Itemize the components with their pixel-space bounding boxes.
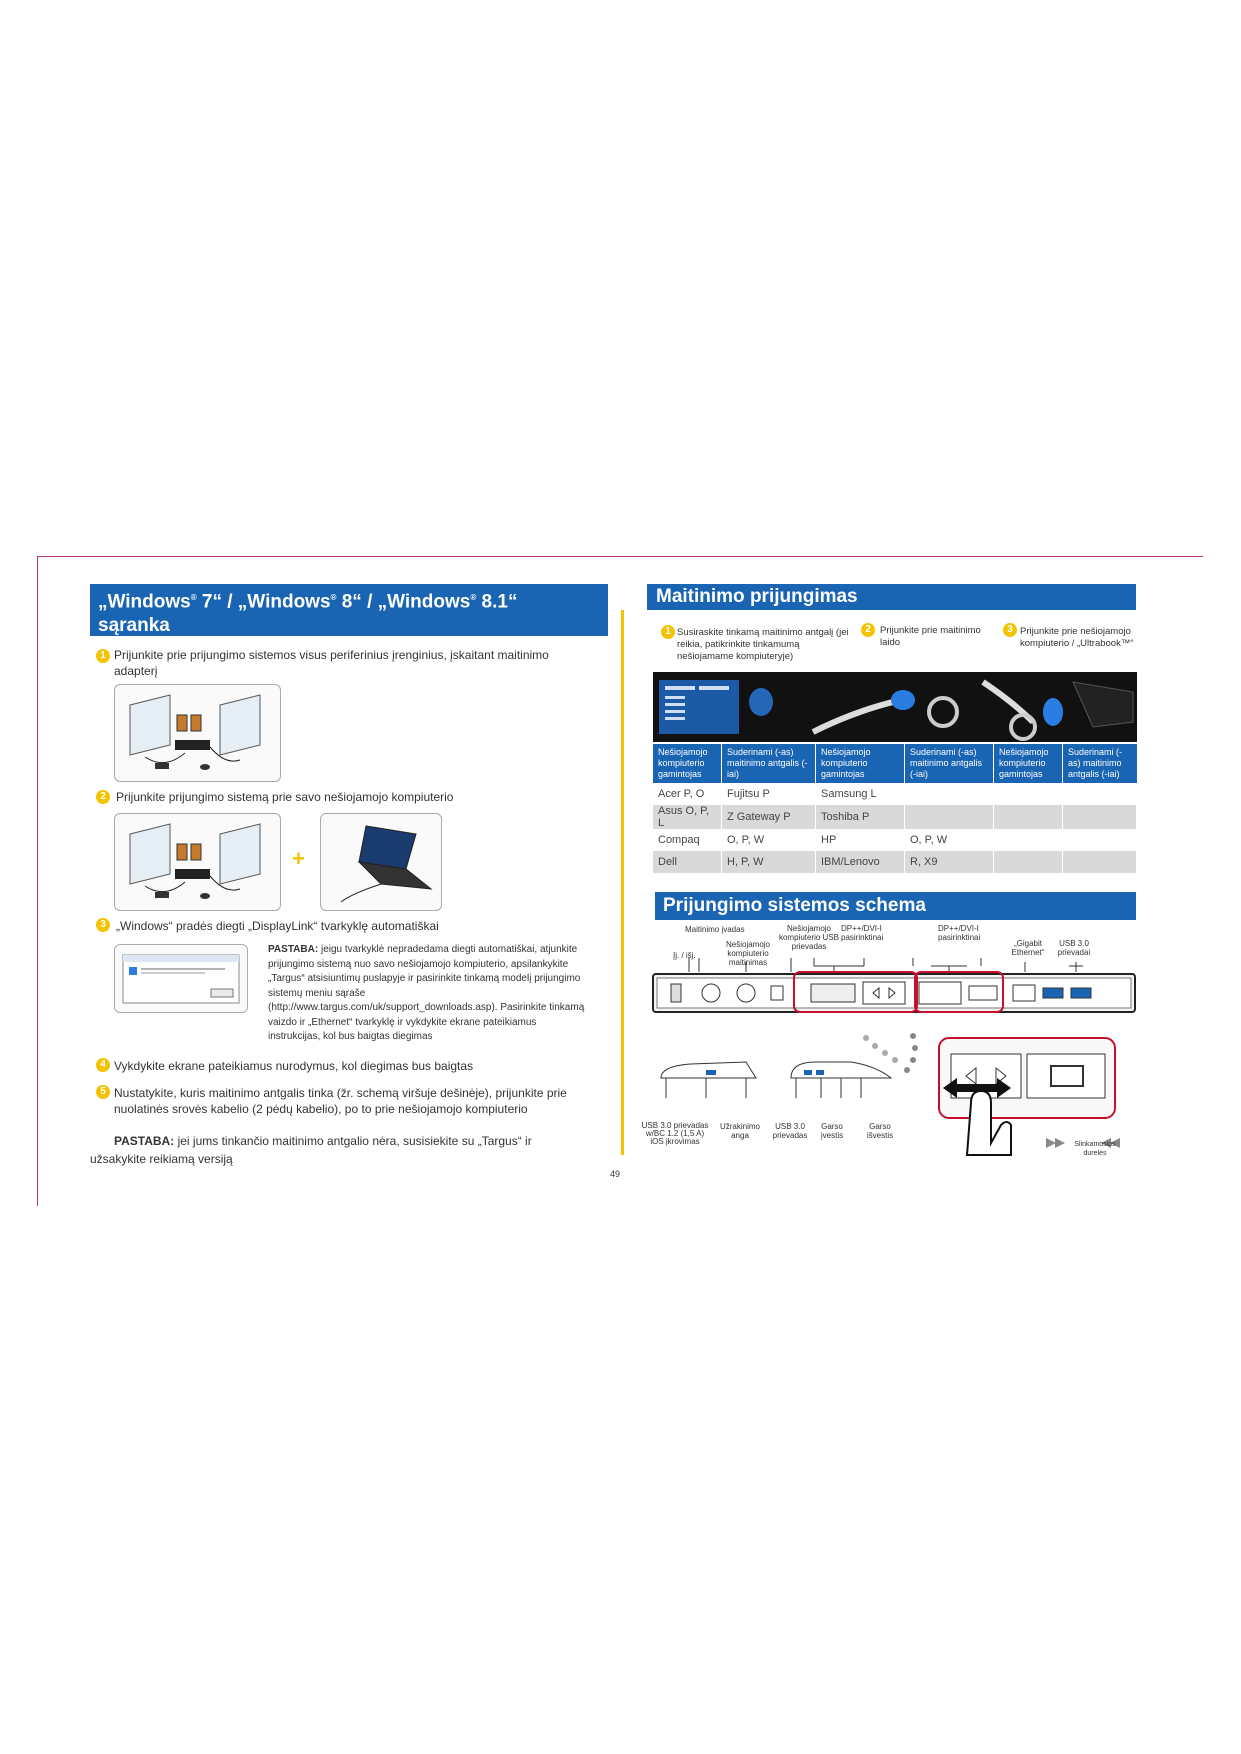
plus-sign: + — [292, 846, 305, 871]
power-step-1-text: Susiraskite tinkamą maitinimo antgalį (jei reikia, patikrinkite tinkamumą nešiojamame kompiuteryje) — [677, 627, 849, 662]
label-usb-charging: USB 3.0 prievadas w/BC 1.2 (1,5 A) iOS įkrovimas — [641, 1121, 709, 1146]
step-5-text: Nustatykite, kuris maitinimo antgalis tinka (žr. schemą viršuje dešinėje), prijunkite prie nuolatinės srovės kabelio (2 pėdų kabelio), po to prie nešiojamojo kompiuterio — [114, 1086, 567, 1116]
table-cell: O, P, W — [722, 829, 816, 851]
note-1-text: jeigu tvarkyklė nepradedama diegti automatiškai, atjunkite prijungimo sistemą nuo savo nešiojamojo kompiuterio, apsilankykite „Targus“ atsisiuntimų puslapyje ir pasirinkite tinkamą modelį prijungimo sistemų meniu sąraše (http://www.targus.com/uk/support_downloads.asp). Pasirinkite tinkamą vaizdo ir „Ethernet“ tvarkyklę ir vykdykite ekrane pateikiamus instrukcijas, kol bus baigtas diegimas — [268, 944, 585, 1042]
dock-monitors-illustration — [114, 684, 281, 782]
table-row — [653, 805, 1137, 829]
step-3-text: „Windows“ pradės diegti „DisplayLink“ tvarkyklę automatiškai — [116, 919, 439, 933]
page-number: 49 — [610, 1169, 621, 1179]
label-lock: Užrakinimo anga — [719, 1122, 760, 1140]
table-cell — [994, 829, 1063, 851]
driver-dialog-screenshot — [114, 944, 248, 1013]
step-2-text: Prijunkite prijungimo sistemą prie savo nešiojamojo kompiuterio — [116, 790, 454, 804]
laptop-illustration — [320, 813, 442, 911]
label-audio-in: Garso įvestis — [820, 1122, 844, 1140]
step-4-text: Vykdykite ekrane pateikiamus nurodymus, kol diegimas bus baigtas — [114, 1059, 474, 1073]
table-cell: HP — [816, 829, 905, 851]
label-on-off: Įj. / išj. — [673, 951, 696, 960]
step-2-icon: 2 — [96, 790, 110, 804]
power-tip-table — [653, 744, 1137, 873]
table-cell — [1063, 805, 1137, 829]
label-gigabit: „Gigabit Ethernet“ — [1011, 939, 1045, 957]
dock-monitors-illustration-2 — [114, 813, 281, 911]
table-cell: Z Gateway P — [722, 805, 816, 829]
table-cell: Fujitsu P — [722, 783, 816, 805]
table-header: Suderinami (-as) maitinimo antgalis (-iai) — [722, 744, 816, 783]
table-cell: Asus O, P, L — [653, 805, 722, 829]
power-section-title: Maitinimo prijungimas — [647, 584, 1136, 610]
table-header: Nešiojamojo kompiuterio gamintojas — [994, 744, 1063, 783]
label-dp-dvi-2: DP++/DVI-I pasirinktinai — [938, 924, 981, 942]
power-step-3-text: Prijunkite prie nešiojamojo kompiuterio / „Ultrabook™“ — [1020, 626, 1134, 649]
table-cell: H, P, W — [722, 851, 816, 873]
table-cell — [994, 851, 1063, 873]
table-cell: O, P, W — [905, 829, 994, 851]
step-4-icon: 4 — [96, 1058, 110, 1072]
power-step-1-icon: 1 — [661, 625, 675, 639]
label-dp-dvi-1: DP++/DVI-I pasirinktinai — [841, 924, 884, 942]
table-cell: Samsung L — [816, 783, 905, 805]
table-header-row — [653, 744, 1137, 783]
table-header: Suderinami (-as) maitinimo antgalis (-iai) — [1063, 744, 1137, 783]
note-1-label: PASTABA: — [268, 944, 319, 955]
power-step-3-icon: 3 — [1003, 623, 1017, 637]
note-2-text: jei jums tinkančio maitinimo antgalio nėra, susisiekite su „Targus“ ir užsakykite reikiamą versiją — [90, 1134, 532, 1166]
power-step-2-text: Prijunkite prie maitinimo laido — [880, 625, 981, 648]
table-header: Nešiojamojo kompiuterio gamintojas — [653, 744, 722, 783]
note-2-label: PASTABA: — [114, 1134, 175, 1148]
table-cell — [1063, 829, 1137, 851]
table-cell: Acer P, O — [653, 783, 722, 805]
table-cell: Dell — [653, 851, 722, 873]
table-cell — [905, 805, 994, 829]
step-1-icon: 1 — [96, 649, 110, 663]
label-laptop-usb: Nešiojamojo kompiuterio USB prievadas — [778, 924, 840, 951]
table-cell — [994, 805, 1063, 829]
table-cell: IBM/Lenovo — [816, 851, 905, 873]
frame-left-border — [37, 556, 38, 1206]
table-header: Nešiojamojo kompiuterio gamintojas — [816, 744, 905, 783]
table-cell — [994, 783, 1063, 805]
schema-section-title: Prijungimo sistemos schema — [655, 892, 1136, 920]
table-cell: Compaq — [653, 829, 722, 851]
label-usb30-port: USB 3.0 prievadas — [772, 1122, 808, 1140]
step-3-icon: 3 — [96, 918, 110, 932]
table-cell — [1063, 783, 1137, 805]
left-section-title: „Windows® 7“ / „Windows® 8“ / „Windows® 8.1“ sąranka — [90, 584, 608, 636]
label-usb30: USB 3.0 prievadai — [1057, 939, 1091, 957]
table-cell: R, X9 — [905, 851, 994, 873]
label-audio-out: Garso išvestis — [866, 1122, 894, 1140]
step-5-icon: 5 — [96, 1085, 110, 1099]
table-header: Suderinami (-as) maitinimo antgalis (-iai) — [905, 744, 994, 783]
label-slide-door: Slinkamosios durelės — [1074, 1141, 1116, 1157]
frame-top-border — [37, 556, 1203, 557]
table-row — [653, 851, 1137, 873]
note-2 — [90, 1132, 590, 1168]
label-power-input: Maitinimo įvadas — [685, 925, 745, 934]
center-divider — [621, 610, 624, 1155]
note-1 — [268, 943, 590, 1045]
power-connection-photo — [653, 672, 1137, 742]
table-cell — [1063, 851, 1137, 873]
table-cell — [905, 783, 994, 805]
label-laptop-power: Nešiojamojo kompiuterio maitinimas — [725, 940, 771, 967]
table-cell: Toshiba P — [816, 805, 905, 829]
power-step-2-icon: 2 — [861, 623, 875, 637]
step-1-text: Prijunkite prie prijungimo sistemos visus periferinius įrenginius, įskaitant maitinimo adapterį — [114, 648, 549, 678]
table-row — [653, 783, 1137, 805]
table-row — [653, 829, 1137, 851]
